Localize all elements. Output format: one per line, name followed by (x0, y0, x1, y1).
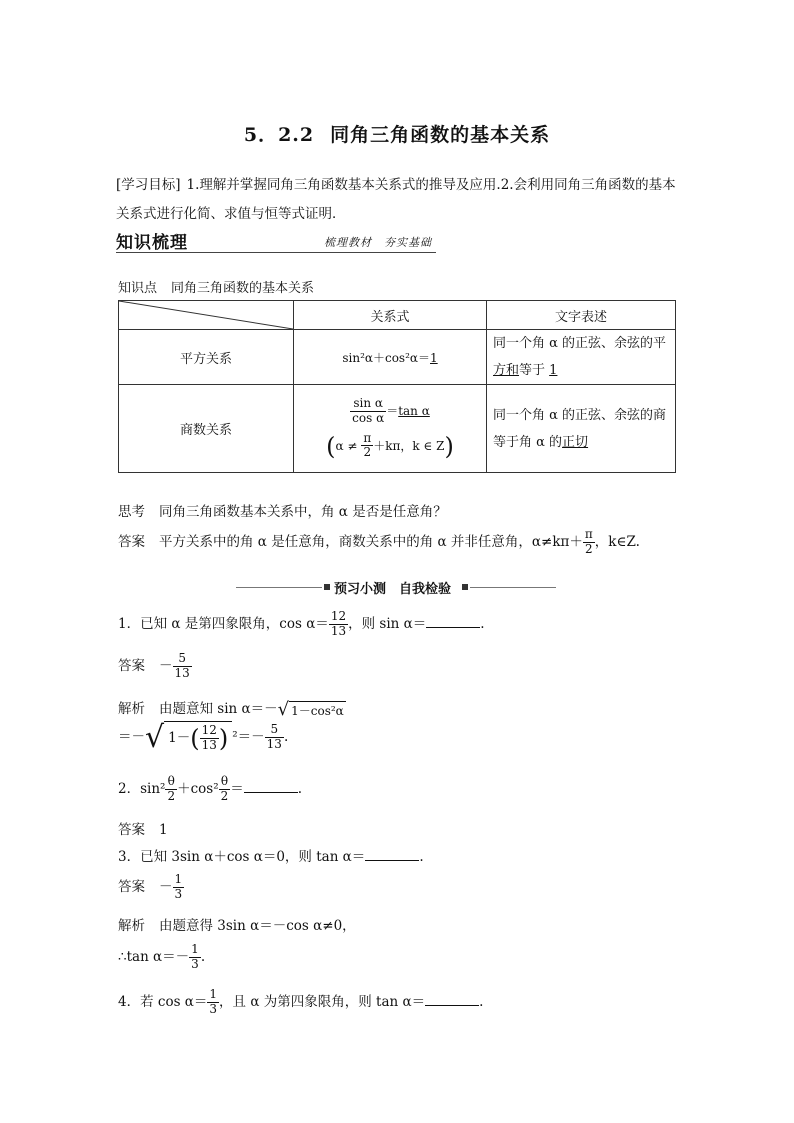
formula-answer: 1 (430, 350, 438, 365)
fraction-denominator: 13 (330, 623, 347, 638)
fraction-numerator: 1 (191, 942, 199, 956)
q1-fraction (329, 610, 348, 639)
fraction-numerator: 5 (173, 652, 192, 667)
diagonal-line (119, 301, 293, 329)
fraction-denominator: cos α (352, 410, 385, 425)
think-label: 思考 (118, 504, 145, 520)
fraction-denominator: 2 (167, 788, 176, 803)
pi-over-two (361, 432, 373, 461)
q1-answer (118, 652, 192, 681)
header-formula: 关系式 (294, 301, 487, 330)
answer-label: 答案 (118, 822, 145, 838)
row-description (487, 385, 676, 473)
result-fraction (189, 943, 201, 972)
row-description (487, 330, 676, 385)
table-row (119, 385, 676, 473)
inner-fraction (200, 724, 219, 753)
q1-stem: 1．已知 α 是第四象限角，cos α＝ (118, 615, 329, 632)
table-row (119, 330, 676, 385)
sqrt-content: 1－cos²α (289, 701, 346, 719)
q3-answer (118, 873, 184, 902)
knowledge-label: 知识点 (118, 281, 158, 296)
fraction-denominator: 13 (174, 665, 190, 680)
fraction-numerator: 5 (265, 723, 284, 738)
q1-end: . (480, 615, 485, 632)
fraction-numerator: 12 (201, 722, 217, 737)
fraction-denominator: 13 (201, 737, 217, 752)
fraction-denominator: 2 (585, 541, 593, 556)
q4-stem: 4．若 cos α＝ (118, 993, 208, 1010)
answer-sign: － (159, 657, 173, 674)
answer-label: 答案 (118, 878, 145, 895)
goal-text: 1.理解并掌握同角三角函数基本关系式的推导及应用.2.会利用同角三角函数的基本关系式进行化简、求值与恒等式证明． (116, 177, 676, 222)
fraction-numerator: 1 (209, 987, 218, 1001)
condition-right: ＋kπ，k ∈ Z (373, 438, 445, 453)
answer-fraction (173, 873, 185, 902)
answer-label: 答案 (118, 657, 145, 674)
divider-line-right (470, 587, 556, 588)
think-text: 同角三角函数基本关系中，角 α 是否是任意角？ (159, 504, 447, 520)
banner-title: 知识梳理 (116, 233, 188, 253)
condition-left: α ≠ (335, 438, 358, 453)
fraction-denominator: 3 (209, 1001, 218, 1016)
desc-underlined: 方和 (493, 363, 520, 378)
question-3 (118, 845, 424, 865)
line2-prefix: ＝－ (118, 729, 145, 745)
q1-solution-line2: ＝－√ 1－( $\frac{12}{13}$ ) ²＝－ $\frac{5}{13}$ . (118, 720, 289, 755)
q4-fraction (207, 988, 219, 1017)
banner-divider (116, 252, 436, 253)
sqrt-content: 1－( $\frac{12}{13}$ ) (164, 721, 232, 755)
answer-blank[interactable] (426, 613, 480, 628)
answer-fraction (173, 652, 192, 681)
q2-plus: ＋cos² (177, 780, 219, 797)
row-name: 平方关系 (119, 330, 294, 385)
fraction-numerator: π (584, 527, 593, 541)
solution-text: 由题意知 sin α＝－ (159, 701, 278, 717)
think-question (118, 500, 447, 520)
diagonal-header-cell (119, 301, 294, 330)
q2-eq: ＝ (230, 780, 244, 797)
answer-blank[interactable] (365, 846, 419, 861)
section-title: 同角三角函数的基本关系 (330, 124, 551, 146)
knowledge-point-heading (118, 277, 314, 296)
section-divider (236, 578, 556, 596)
answer-text: 平方关系中的角 α 是任意角，商数关系中的角 α 并非任意角，α≠kπ＋ (159, 533, 583, 550)
q3-end: . (419, 849, 424, 865)
q4-stem-b: ，且 α 为第四象限角，则 tan α＝ (219, 993, 426, 1010)
formula-answer: tan α (398, 403, 430, 418)
solution-text: 由题意得 3sin α＝－cos α≠0， (159, 918, 356, 934)
fraction-numerator: θ (219, 775, 231, 790)
learning-goals (116, 171, 682, 229)
page-title (0, 120, 794, 147)
answer-label: 答案 (118, 533, 145, 550)
goal-label: [学习目标] (116, 177, 181, 193)
answer-tail: ，k∈Z. (594, 533, 640, 550)
row-name: 商数关系 (119, 385, 294, 473)
solution-label: 解析 (118, 701, 145, 717)
quotient-fraction (350, 397, 386, 426)
table-header-row (119, 301, 676, 330)
q3-solution (118, 914, 356, 934)
fraction-denominator: 2 (220, 788, 229, 803)
line2-end: . (283, 729, 289, 745)
pi-over-two (583, 528, 595, 557)
think-answer (118, 528, 640, 557)
relation-table (118, 300, 676, 473)
desc-text: 同一个角 α 的正弦、余弦的平 (493, 336, 667, 351)
question-4 (118, 988, 483, 1017)
desc-answer: 正切 (562, 434, 589, 450)
line2-mid: ²＝－ (232, 729, 265, 745)
answer-value: 1 (159, 822, 168, 838)
theta-over-two (165, 775, 177, 804)
fraction-numerator: π (363, 430, 372, 445)
banner-subtitle: 梳理教材 夯实基础 (324, 236, 432, 249)
row-formula (294, 330, 487, 385)
q2-answer (118, 818, 168, 838)
desc-answer: 1 (549, 363, 558, 378)
formula-text: sin²α＋cos²α＝ (342, 350, 431, 365)
answer-blank[interactable] (244, 778, 298, 793)
fraction-numerator: 1 (174, 872, 183, 886)
answer-sign: － (159, 878, 173, 895)
fraction-denominator: 13 (266, 737, 282, 751)
section-heading: 预习小测 自我检验 (334, 582, 452, 597)
q1-stem-b: ，则 sin α＝ (348, 615, 427, 632)
fraction-numerator: sin α (350, 397, 386, 412)
fraction-numerator: 12 (330, 609, 347, 623)
header-description: 文字表述 (487, 301, 676, 330)
fraction-numerator: θ (165, 775, 177, 790)
row-formula: $\frac{\text{sin α}}{\text{cos α}}$ ＝tan α (α ≠ $\frac{\pi}{2}$ ＋kπ，k ∈ Z) (294, 385, 487, 473)
sqrt-inner: 1－ (168, 729, 191, 746)
fraction-denominator: 3 (174, 886, 183, 901)
fraction-denominator: 2 (363, 445, 372, 460)
fraction-denominator: 3 (191, 956, 199, 971)
q2-end: . (297, 780, 303, 797)
knowledge-title: 同角三角函数的基本关系 (171, 281, 315, 296)
q4-end: . (479, 993, 484, 1010)
line2-prefix: ∴tan α＝－ (118, 948, 190, 965)
q3-solution-line2 (118, 943, 205, 972)
solution-label: 解析 (118, 918, 145, 934)
line2-end: . (200, 948, 206, 965)
divider-dot-right (462, 584, 468, 590)
section-number: 5．2.2 (243, 124, 315, 146)
answer-blank[interactable] (425, 991, 479, 1006)
q2-stem: 2．sin² (118, 780, 166, 797)
question-1 (118, 610, 485, 639)
knowledge-banner (116, 226, 436, 256)
divider-dot-left (324, 584, 330, 590)
q3-stem: 3．已知 3sin α＋cos α＝0，则 tan α＝ (118, 849, 366, 865)
question-2 (118, 775, 302, 804)
desc-text: 同一个角 α 的正弦、余弦的商等于角 α 的 (493, 407, 667, 450)
divider-line-left (236, 587, 322, 588)
result-fraction (265, 723, 284, 752)
theta-over-two (219, 775, 231, 804)
q1-solution: 解析 由题意知 sin α＝－√ 1－cos²α (118, 699, 344, 720)
desc-mid: 等于 (519, 363, 550, 378)
